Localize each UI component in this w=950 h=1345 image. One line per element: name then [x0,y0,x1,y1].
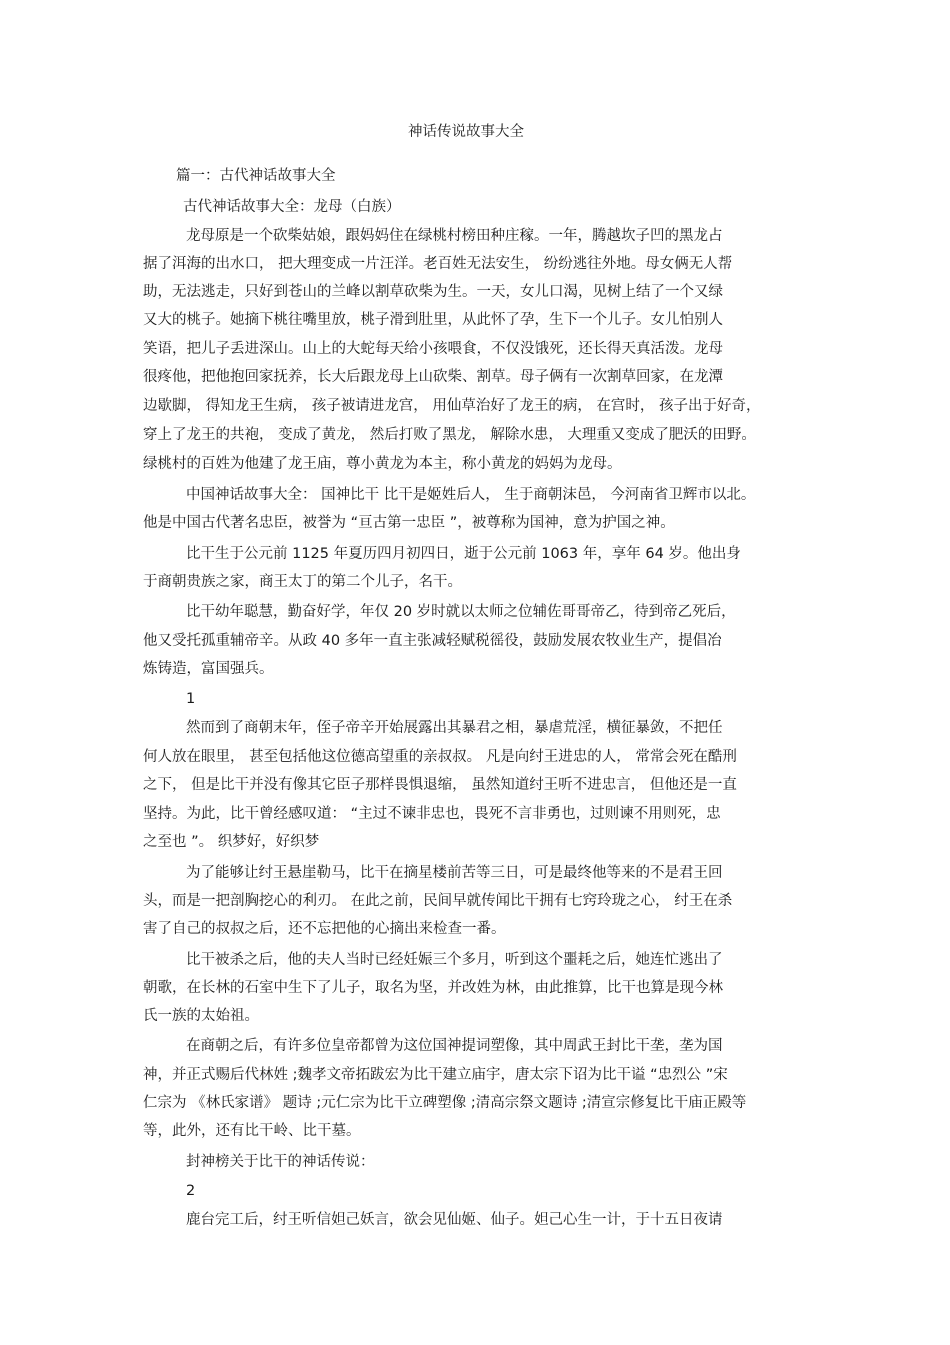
paragraph-line: 封神榜关于比干的神话传说： [186,1154,375,1170]
paragraph-line: 氏一族的太始祖。 [143,1008,259,1024]
paragraph-line: 绿桃村的百姓为他建了龙王庙，尊小黄龙为本主，称小黄龙的妈妈为龙母。 [143,456,622,472]
page-number: 2 [186,1183,196,1199]
paragraph-line: 神，并正式赐后代林姓 ;魏孝文帝拓跋宏为比干建立庙宇，唐太宗下诏为比干谥 “忠烈公 ”宋 [143,1067,728,1083]
paragraph-line: 比干幼年聪慧，勤奋好学，年仅 20 岁时就以太师之位辅佐哥哥帝乙，待到帝乙死后， [186,604,736,620]
paragraph-line: 朝歌，在长林的石室中生下了儿子，取名为坚，并改姓为林，由此推算，比干也算是现今林 [143,980,723,996]
paragraph-line: 之下， 但是比干并没有像其它臣子那样畏惧退缩， 虽然知道纣王听不进忠言， 但他还是一直 [143,777,737,793]
subheading: 古代神话故事大全：龙母（白族） [183,199,401,215]
paragraph-line: 头，而是一把剖胸挖心的利刃。 在此之前，民间早就传闻比干拥有七窍玲珑之心， 纣王在杀 [143,893,733,909]
paragraph-line: 龙母原是一个砍柴姑娘，跟妈妈住在绿桃村榜田种庄稼。一年，腾越坎子凹的黑龙占 [186,228,723,244]
paragraph-line: 比干被杀之后，他的夫人当时已经妊娠三个多月，听到这个噩耗之后，她连忙逃出了 [186,952,723,968]
paragraph-line: 何人放在眼里， 甚至包括他这位德高望重的亲叔叔。 凡是向纣王进忠的人， 常常会死在酷刑 [143,749,737,765]
paragraph-line: 于商朝贵族之家，商王太丁的第二个儿子，名干。 [143,574,462,590]
paragraph-line: 鹿台完工后，纣王听信妲己妖言，欲会见仙姬、仙子。妲己心生一计，于十五日夜请 [186,1212,723,1228]
page-number: 1 [186,691,196,707]
paragraph-line: 然而到了商朝末年，侄子帝辛开始展露出其暴君之相，暴虐荒淫，横征暴敛，不把任 [186,720,723,736]
paragraph-line: 又大的桃子。她摘下桃往嘴里放，桃子滑到肚里，从此怀了孕，生下一个儿子。女儿怕别人 [143,312,723,328]
paragraph-line: 比干生于公元前 1125 年夏历四月初四日，逝于公元前 1063 年，享年 64 岁。他出身 [186,546,741,562]
paragraph-line: 在商朝之后，有许多位皇帝都曾为这位国神提词塑像，其中周武王封比干垄，垄为国 [186,1038,723,1054]
paragraph-line: 中国神话故事大全： 国神比干 比干是姬姓后人， 生于商朝沫邑， 今河南省卫辉市以北。 [186,487,756,503]
paragraph-line: 坚持。为此，比干曾经感叹道： “主过不谏非忠也，畏死不言非勇也，过则谏不用则死，忠 [143,806,721,822]
paragraph-line: 炼铸造，富国强兵。 [143,661,274,677]
paragraph-line: 他是中国古代著名忠臣，被誉为 “亘古第一忠臣 ”，被尊称为国神，意为护国之神。 [143,515,675,531]
paragraph-line: 仁宗为 《林氏家谱》 题诗 ;元仁宗为比干立碑塑像 ;清高宗祭文题诗 ;清宣宗修复比干庙正殿等 [143,1095,747,1111]
paragraph-line: 助，无法逃走，只好到苍山的兰峰以割草砍柴为生。一天，女儿口渴，见树上结了一个又绿 [143,284,723,300]
paragraph-line: 很疼他，把他抱回家抚养，长大后跟龙母上山砍柴、割草。母子俩有一次割草回家，在龙潭 [143,369,723,385]
paragraph-line: 等，此外，还有比干岭、比干墓。 [143,1123,361,1139]
paragraph-line: 他又受托孤重辅帝辛。从政 40 多年一直主张减轻赋税徭役，鼓励发展农牧业生产，提倡冶 [143,633,722,649]
paragraph-line: 害了自己的叔叔之后，还不忘把他的心摘出来检查一番。 [143,921,506,937]
paragraph-line: 据了洱海的出水口， 把大理变成一片汪洋。老百姓无法安生， 纷纷逃往外地。母女俩无人帮 [143,256,733,272]
paragraph-line: 笑语，把儿子丢进深山。山上的大蛇每天给小孩喂食，不仅没饿死，还长得天真活泼。龙母 [143,341,723,357]
document-title: 神话传说故事大全 [408,124,524,140]
paragraph-line: 边歇脚， 得知龙王生病， 孩子被请进龙宫， 用仙草治好了龙王的病， 在宫时， 孩子出于好奇， [143,398,761,414]
section-heading: 篇一：古代神话故事大全 [176,168,336,184]
paragraph-line: 为了能够让纣王悬崖勒马，比干在摘星楼前苦等三日，可是最终他等来的不是君王回 [186,865,723,881]
paragraph-line: 之至也 ”。 织梦好，好织梦 [143,834,320,850]
paragraph-line: 穿上了龙王的共袍， 变成了黄龙， 然后打败了黑龙， 解除水患， 大理重又变成了肥沃的田野。 [143,427,756,443]
